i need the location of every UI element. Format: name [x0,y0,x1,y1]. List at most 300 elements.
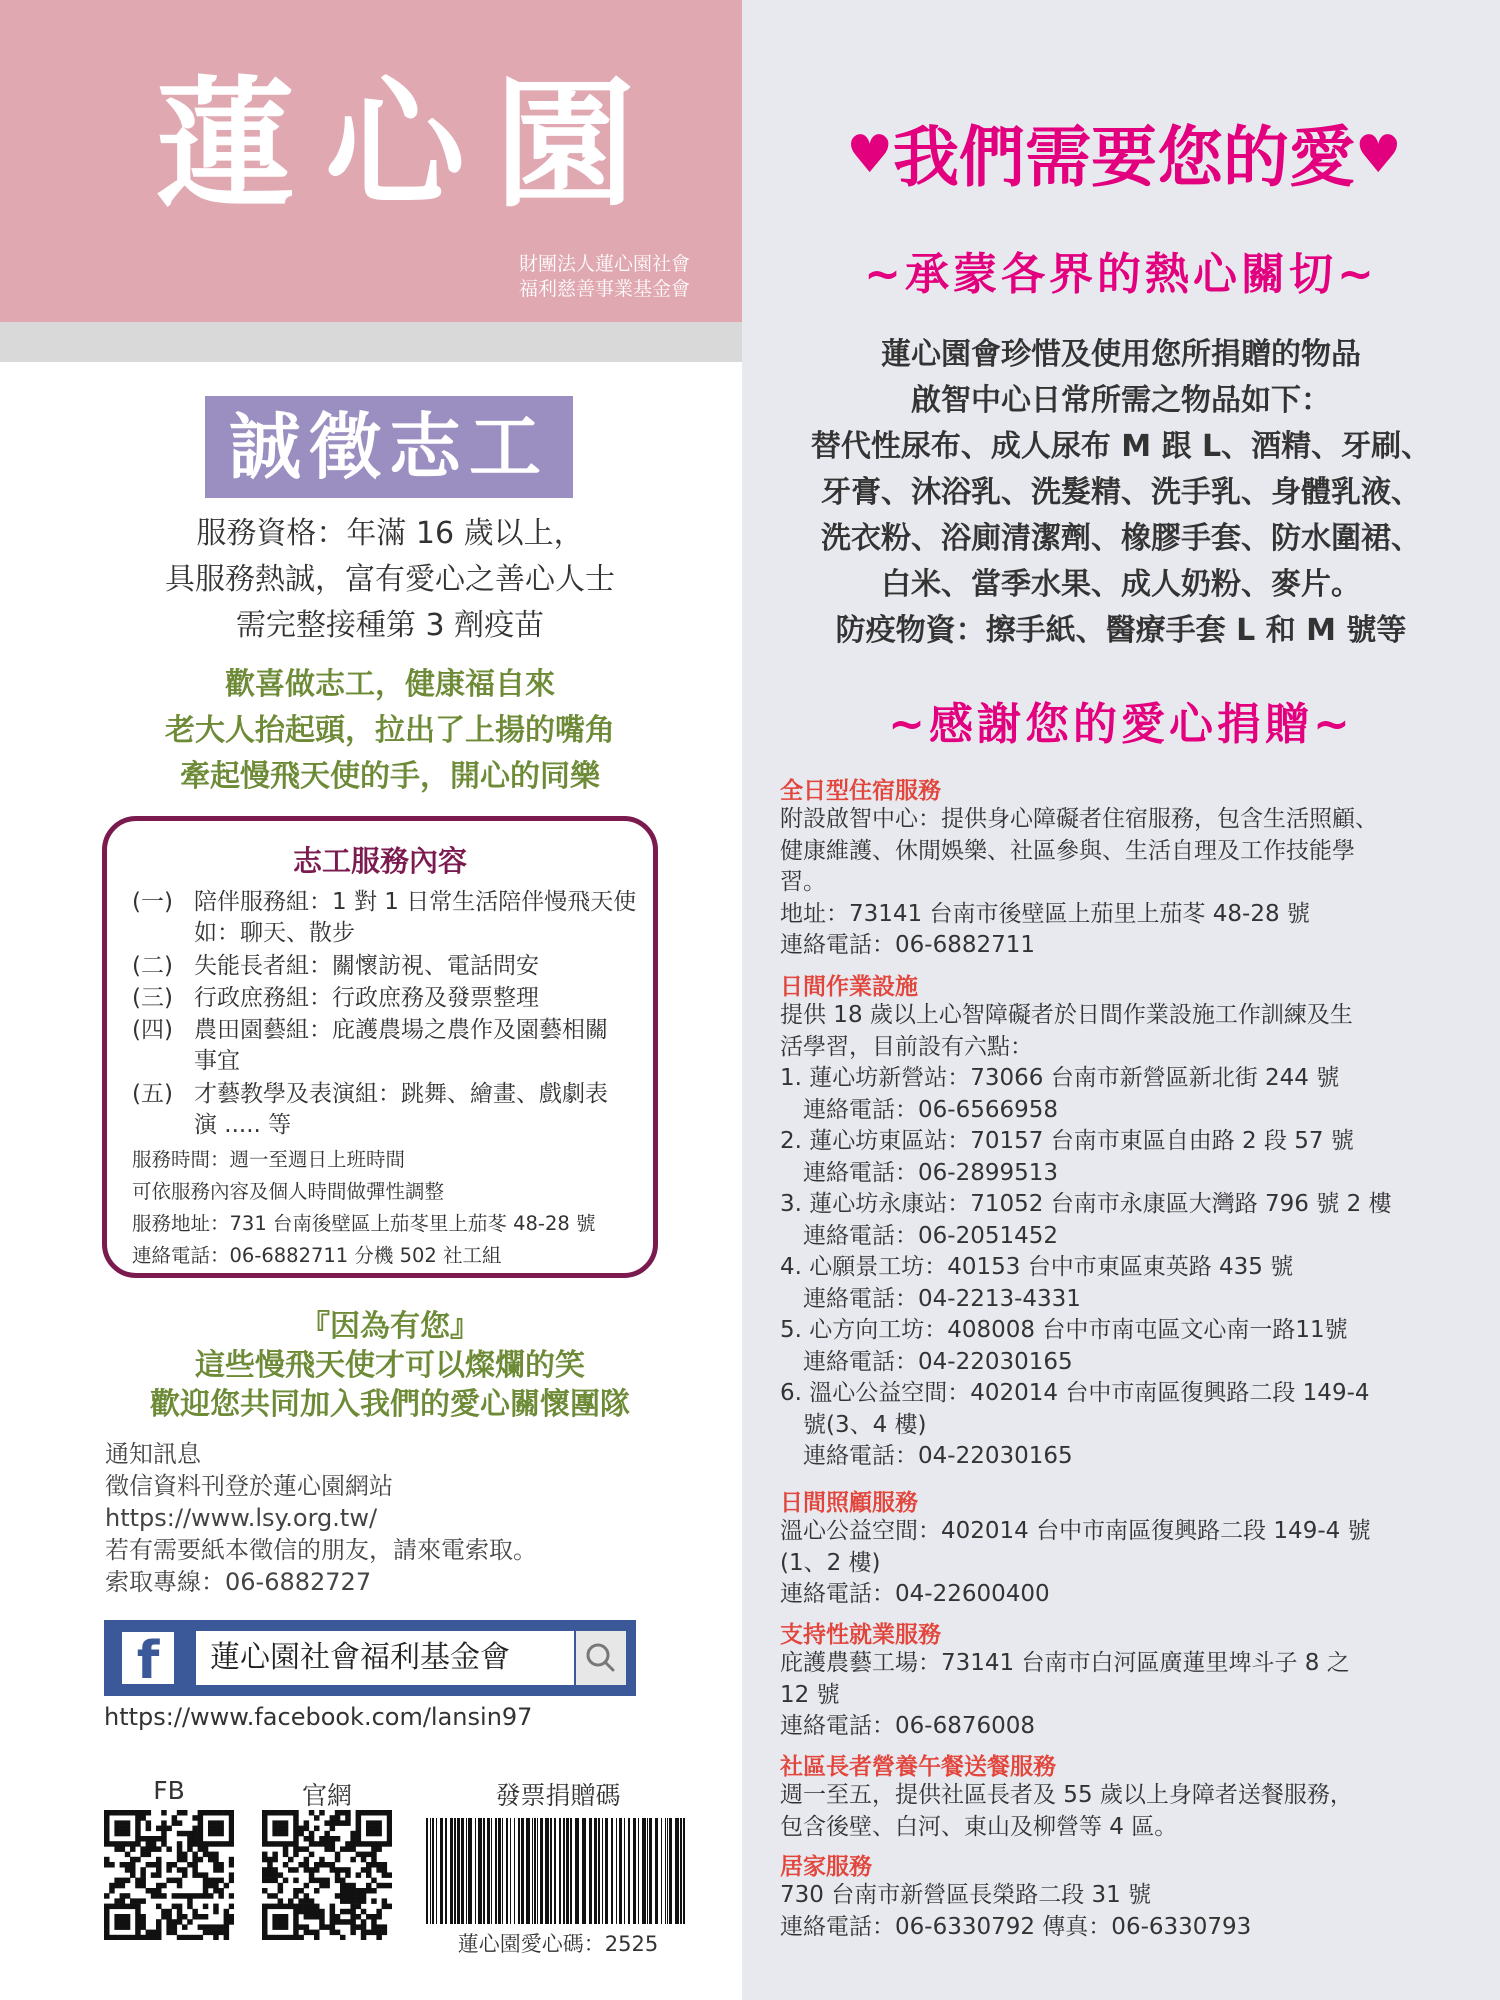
qr-module [213,1841,219,1847]
qr-module [229,1820,234,1826]
qr-module [262,1909,268,1915]
barcode-bar [649,1818,652,1924]
section-line: 6. 溫心公益空間：402014 台中市南區復興路二段 149-4 [780,1380,1370,1406]
qr-module [278,1826,284,1832]
qr-module [208,1810,214,1816]
qr-module [187,1904,193,1910]
qr-module [356,1815,362,1821]
qr-module [330,1820,336,1826]
barcode-bar [440,1818,443,1924]
qr-module [361,1909,367,1915]
barcode-bar [454,1818,456,1924]
barcode-bar [450,1818,453,1924]
qr-module [125,1914,131,1920]
qr-module [298,1831,304,1837]
qr-module [340,1878,346,1884]
qr-module [350,1919,356,1925]
qr-module [224,1909,230,1915]
logo: 蓮心園 [155,63,666,227]
qr-module [314,1935,320,1940]
qr-module [172,1904,178,1910]
qr-module [314,1904,320,1910]
qr-module [172,1878,178,1884]
barcode-bar [680,1818,682,1924]
qr-module [272,1914,278,1920]
qr-module [366,1914,372,1920]
qr-module [130,1857,136,1863]
qr-module [387,1810,392,1816]
qr-module [114,1826,120,1832]
qr-module [161,1914,167,1920]
qr-module [213,1857,219,1863]
barcode-bar [570,1818,572,1924]
qr-module [187,1841,193,1847]
barcode-bar [665,1818,666,1924]
qr-module [272,1831,278,1837]
section-line: 連絡電話：06-2899513 [780,1159,1058,1186]
qr-module [182,1872,188,1878]
qr-module [387,1883,392,1889]
qr-module [177,1914,183,1920]
qr-module [125,1820,131,1826]
qr-module [376,1909,382,1915]
qr-module [314,1867,320,1873]
items-line: 牙膏、沐浴乳、洗髮精、洗手乳、身體乳液、 [821,475,1421,510]
qr-module [177,1893,183,1899]
qr-module [120,1841,126,1847]
qr-module [272,1820,278,1826]
qr-module [272,1826,278,1832]
barcode-bar [466,1818,467,1924]
qr-module [376,1914,382,1920]
facebook-search-bar[interactable] [104,1620,636,1696]
qr-module [166,1909,172,1915]
qr-module [309,1909,315,1915]
qr-module [177,1935,183,1940]
qr-module [376,1846,382,1852]
qr-module [376,1930,382,1936]
qr-module [356,1893,362,1899]
qr-module [324,1924,330,1930]
facebook-search-field[interactable] [196,1631,574,1685]
qr-module [135,1878,141,1884]
qr-module [371,1888,377,1894]
qr-module [114,1810,120,1816]
qr-module [361,1867,367,1873]
qr-module [283,1914,289,1920]
qr-module [187,1836,193,1842]
qr-module [309,1831,315,1837]
items-line: 白米、當季水果、成人奶粉、麥片。 [881,567,1361,602]
qr-module [314,1930,320,1936]
qr-module [262,1904,268,1910]
facebook-url[interactable]: https://www.facebook.com/lansin97 [104,1703,533,1731]
qr-module [272,1841,278,1847]
qr-module [330,1919,336,1925]
qr-module [140,1924,146,1930]
qr-module [267,1862,273,1868]
qr-module [382,1924,388,1930]
service-group [132,1079,652,1141]
qr-module [283,1831,289,1837]
qr-module [371,1919,377,1925]
group-number: (三) [132,985,173,1011]
qr-module [371,1924,377,1930]
qr-module [114,1914,120,1920]
qr-module [114,1898,120,1904]
qr-module [262,1857,268,1863]
qr-module [208,1924,214,1930]
qr-module [382,1883,388,1889]
qr-module [262,1878,268,1884]
qr-module [345,1815,351,1821]
qr-module [125,1904,131,1910]
qr-module [203,1841,209,1847]
qr-module [345,1883,351,1889]
donation-barcode [424,1818,692,1924]
qr-module [146,1930,152,1936]
qr-module [278,1841,284,1847]
qr-module [156,1893,162,1899]
website-qr-code[interactable] [262,1810,392,1940]
qr-module [350,1904,356,1910]
qr-module [324,1841,330,1847]
qr-module [309,1904,315,1910]
qr-module [293,1914,299,1920]
qr-module [382,1898,388,1904]
qr-module [156,1919,162,1925]
qr-module [376,1883,382,1889]
qr-module [272,1878,278,1884]
qr-module [218,1878,224,1884]
barcode-bar [457,1818,460,1924]
qr-module [278,1820,284,1826]
qr-module [203,1914,209,1920]
qr-module [229,1810,234,1816]
qr-module [309,1841,315,1847]
barcode-bar [483,1818,485,1924]
qr-module [177,1846,183,1852]
qr-module [224,1841,230,1847]
qr-module [387,1836,392,1842]
qr-module [283,1862,289,1868]
search-button[interactable] [576,1631,626,1685]
qr-module [345,1919,351,1925]
qr-module [203,1924,209,1930]
qr-module [366,1888,372,1894]
qr-module [319,1841,325,1847]
qr-module [218,1841,224,1847]
qr-module [192,1914,198,1920]
qr-module [356,1888,362,1894]
section-line: 健康維護、休閒娛樂、社區參與、生活自理及工作技能學 [780,837,1355,864]
qr-module [182,1867,188,1873]
qr-module [114,1878,120,1884]
qr-module [130,1841,136,1847]
qr-module [345,1893,351,1899]
qr-module [298,1826,304,1832]
qr-module [146,1841,152,1847]
qr-module [335,1914,341,1920]
fb-qr-code[interactable] [104,1810,234,1940]
section-body [780,804,1480,962]
qr-module [309,1867,315,1873]
qr-module [166,1930,172,1936]
barcode-bar [575,1818,579,1924]
qr-module [298,1924,304,1930]
qr-module [187,1898,193,1904]
qr-module [309,1914,315,1920]
fb-qr-label: FB [153,1776,185,1805]
qr-module [146,1836,152,1842]
heart-icon: ♥ [846,125,893,185]
qr-module [345,1872,351,1878]
qr-module [104,1924,110,1930]
qr-module [135,1820,141,1826]
qr-module [229,1893,234,1899]
qr-module [203,1846,209,1852]
qr-module [319,1919,325,1925]
qr-module [314,1841,320,1847]
service-group [132,887,652,949]
qr-module [166,1846,172,1852]
qr-module [278,1904,284,1910]
qr-module [114,1841,120,1847]
qr-module [376,1826,382,1832]
qr-module [371,1862,377,1868]
qr-module [218,1826,224,1832]
qr-module [356,1826,362,1832]
qr-module [262,1924,268,1930]
qr-module [208,1857,214,1863]
qr-module [304,1909,310,1915]
qr-module [213,1930,219,1936]
section-line: 2. 蓮心坊東區站：70157 台南市東區自由路 2 段 57 號 [780,1128,1354,1154]
qr-module [218,1930,224,1936]
barcode-bar [633,1818,636,1924]
qr-module [120,1898,126,1904]
qr-module [135,1909,141,1915]
qr-module [198,1841,204,1847]
website-link[interactable]: https://www.lsy.org.tw/ [105,1504,378,1532]
qr-module [330,1841,336,1847]
qr-module [272,1935,278,1940]
qr-module [293,1867,299,1873]
qr-module [366,1826,372,1832]
qr-module [192,1852,198,1858]
qr-module [114,1883,120,1889]
qr-module [278,1914,284,1920]
qr-module [382,1904,388,1910]
section-line: 連絡電話：06-6566958 [780,1096,1058,1123]
qr-module [182,1914,188,1920]
qr-module [345,1909,351,1915]
invoice-code-label: 發票捐贈碼 [495,1781,621,1810]
qr-module [104,1815,110,1821]
qr-module [304,1846,310,1852]
qr-module [109,1862,115,1868]
qr-module [283,1904,289,1910]
qr-module [371,1846,377,1852]
section-body [780,1516,1480,1611]
qr-module [293,1904,299,1910]
qr-module [182,1852,188,1858]
qr-module [340,1846,346,1852]
qr-module [104,1914,110,1920]
qr-module [104,1935,110,1940]
qr-module [314,1862,320,1868]
qr-module [278,1831,284,1837]
qr-module [304,1914,310,1920]
qr-module [382,1872,388,1878]
section-line: 730 台南市新營區長榮路二段 31 號 [780,1882,1152,1908]
facebook-icon: f [122,1632,174,1684]
right-column [742,0,1500,2000]
qr-module [135,1831,141,1837]
qr-module [161,1841,167,1847]
qr-module [345,1820,351,1826]
section-line: 習。 [780,869,826,895]
section-line: 連絡電話：06-6882711 [780,932,1035,958]
qr-module [335,1836,341,1842]
qr-module [366,1867,372,1873]
qr-module [203,1893,209,1899]
qr-module [350,1914,356,1920]
qr-module [114,1820,120,1826]
qr-module [283,1826,289,1832]
qr-module [262,1836,268,1842]
qr-module [198,1815,204,1821]
qr-module [120,1924,126,1930]
qr-module [146,1852,152,1858]
qr-module [361,1919,367,1925]
qr-module [288,1857,294,1863]
barcode-bar [487,1818,490,1924]
qr-module [109,1935,115,1940]
qr-module [125,1867,131,1873]
barcode-bar [430,1818,431,1924]
qr-module [324,1862,330,1868]
qr-module [330,1914,336,1920]
qr-module [314,1888,320,1894]
qr-module [314,1826,320,1832]
section-line: 活學習，目前設有六點： [780,1033,1033,1060]
qr-module [376,1810,382,1816]
qr-module [283,1841,289,1847]
barcode-bar [475,1818,476,1924]
qr-module [135,1841,141,1847]
qr-module [187,1893,193,1899]
header-banner [0,0,742,322]
qr-module [382,1810,388,1816]
qr-module [146,1820,152,1826]
qr-module [361,1935,367,1940]
qr-module [224,1810,230,1816]
qr-module [146,1935,152,1940]
qr-module [218,1820,224,1826]
qr-module [272,1904,278,1910]
barcode-bar [550,1818,552,1924]
qr-module [356,1898,362,1904]
qr-module [293,1930,299,1936]
qr-module [345,1898,351,1904]
qr-module [361,1924,367,1930]
heart-icon: ♥ [1355,125,1402,185]
concern-heading: ~承蒙各界的熱心關切~ [864,249,1378,300]
qr-module [208,1831,214,1837]
qr-module [382,1867,388,1873]
qr-module [278,1935,284,1940]
qr-module [283,1846,289,1852]
qr-module [151,1846,157,1852]
qr-module [309,1852,315,1858]
qr-module [135,1935,141,1940]
barcode-bar [638,1818,639,1924]
qr-module [272,1919,278,1925]
barcode-bar [667,1818,668,1924]
qr-module [172,1815,178,1821]
qr-module [340,1888,346,1894]
qualification-line: 需完整接種第 3 劑疫苗 [235,608,545,643]
qr-module [114,1924,120,1930]
qr-module [120,1862,126,1868]
group-number: (四) [132,1017,173,1043]
qr-module [293,1831,299,1837]
qr-module [330,1846,336,1852]
qr-module [172,1893,178,1899]
qr-module [298,1909,304,1915]
section-line: 庇護農藝工場：73141 台南市白河區廣蓮里埤斗子 8 之 [780,1650,1350,1676]
barcode-bar [510,1818,511,1924]
qr-module [182,1857,188,1863]
qr-module [356,1872,362,1878]
qr-module [156,1862,162,1868]
qr-module [156,1826,162,1832]
qr-module [293,1919,299,1925]
qr-module [192,1857,198,1863]
qr-module [213,1867,219,1873]
qr-module [224,1924,230,1930]
qr-module [187,1831,193,1837]
recruit-title: 誠徵志工 [205,396,573,498]
qr-module [319,1909,325,1915]
qr-module [146,1826,152,1832]
group-text: 才藝教學及表演組：跳舞、繪畫、戲劇表 [194,1081,608,1107]
qr-module [262,1815,268,1821]
need-love-heading [754,118,1494,197]
barcode-bar [642,1818,646,1924]
qr-module [335,1919,341,1925]
qr-module [208,1878,214,1884]
qr-module [229,1857,234,1863]
qr-module [382,1841,388,1847]
barcode-bar [619,1818,622,1924]
qr-module [278,1898,284,1904]
qr-module [324,1836,330,1842]
qr-module [283,1878,289,1884]
qr-module [283,1919,289,1925]
barcode-bar [534,1818,536,1924]
qr-module [192,1831,198,1837]
section-title: 全日型住宿服務 [780,778,941,804]
qr-module [345,1888,351,1894]
qr-module [376,1841,382,1847]
qr-module [229,1872,234,1878]
qr-module [156,1836,162,1842]
qr-module [340,1898,346,1904]
qr-module [350,1841,356,1847]
qr-module [229,1904,234,1910]
